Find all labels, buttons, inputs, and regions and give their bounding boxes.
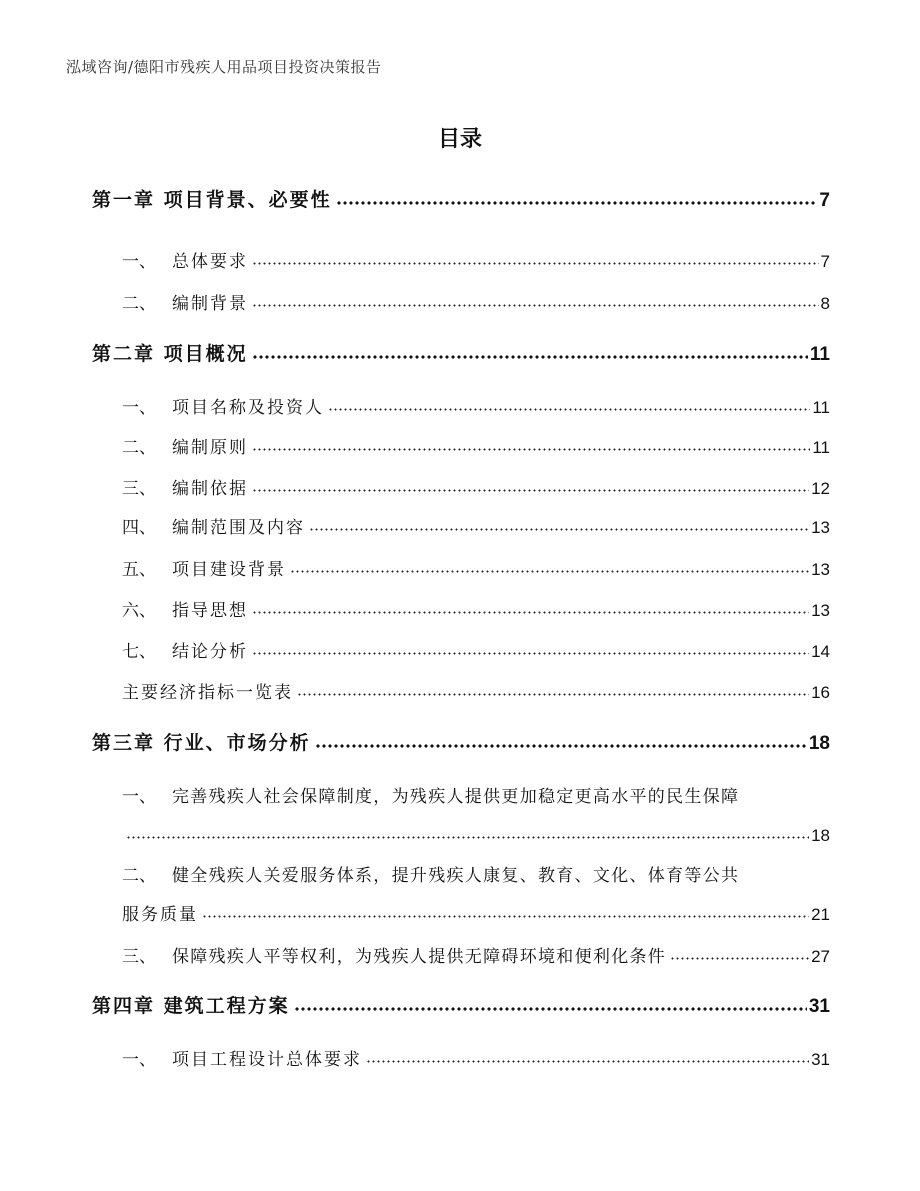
toc-page-number: 16 (811, 683, 830, 702)
toc-entry[interactable] (122, 937, 830, 967)
toc-number: 六、 (122, 601, 156, 621)
toc-entry[interactable] (122, 591, 830, 621)
toc-page-number: 31 (811, 1050, 830, 1069)
toc-page-number: 8 (820, 294, 830, 313)
page-header: 泓域咨询/德阳市残疾人用品项目投资决策报告 (66, 58, 382, 76)
toc-number: 二、 (122, 438, 156, 458)
toc-entry[interactable] (122, 242, 830, 272)
toc-label: 第三章 行业、市场分析 (92, 732, 311, 754)
toc-number: 一、 (122, 787, 156, 807)
toc-label: 编制背景 (172, 294, 248, 314)
dot-leader (670, 957, 809, 960)
dot-leader (252, 355, 808, 359)
toc-number: 二、 (122, 294, 156, 314)
toc-number: 一、 (122, 1050, 156, 1070)
dot-leader (252, 262, 819, 265)
dot-leader (252, 448, 810, 451)
toc-entry[interactable] (122, 632, 830, 662)
dot-leader (336, 201, 818, 205)
dot-leader (290, 570, 809, 573)
toc-page-number: 18 (811, 826, 830, 845)
toc-number: 三、 (122, 947, 156, 967)
dot-leader (309, 528, 809, 531)
dot-leader (252, 611, 809, 614)
toc-page-number: 13 (811, 560, 830, 579)
toc-page-number: 13 (811, 518, 830, 537)
toc-number: 七、 (122, 642, 156, 662)
dot-leader (294, 1007, 807, 1011)
toc-label: 项目工程设计总体要求 (172, 1050, 362, 1070)
toc-number: 一、 (122, 252, 156, 272)
toc-entry[interactable] (122, 469, 830, 499)
dot-leader (297, 693, 809, 696)
toc-entry[interactable] (122, 1040, 830, 1070)
toc-page-number: 11 (809, 344, 830, 365)
toc-page-number: 18 (808, 733, 830, 754)
toc-chapter-4[interactable] (92, 988, 830, 1018)
toc-entry-continuation[interactable] (122, 895, 830, 925)
toc-entry[interactable] (122, 777, 830, 807)
toc-number: 三、 (122, 479, 156, 499)
toc-label: 第二章 项目概况 (92, 343, 248, 365)
toc-label: 项目名称及投资人 (172, 398, 324, 418)
toc-label: 主要经济指标一览表 (122, 683, 293, 703)
toc-page-number: 13 (811, 601, 830, 620)
toc-entry[interactable] (122, 428, 830, 458)
toc-entry[interactable] (122, 550, 830, 580)
toc-chapter-3[interactable] (92, 725, 830, 755)
toc-label: 编制范围及内容 (172, 518, 305, 538)
toc-label: 第四章 建筑工程方案 (92, 995, 290, 1017)
toc-number: 一、 (122, 398, 156, 418)
toc-entry-continuation[interactable] (126, 816, 830, 846)
dot-leader (126, 836, 809, 839)
toc-page-number: 27 (811, 947, 830, 966)
toc-label: 结论分析 (172, 642, 248, 662)
toc-label: 保障残疾人平等权利，为残疾人提供无障碍环境和便利化条件 (172, 947, 667, 967)
toc-chapter-1[interactable] (92, 182, 830, 212)
toc-label: 编制原则 (172, 438, 248, 458)
dot-leader (366, 1060, 809, 1063)
toc-page-number: 12 (811, 479, 830, 498)
toc-label: 完善残疾人社会保障制度，为残疾人提供更加稳定更高水平的民生保障 (172, 787, 740, 807)
dot-leader (252, 304, 819, 307)
dot-leader (252, 652, 809, 655)
toc-label: 服务质量 (122, 905, 198, 925)
toc-label: 第一章 项目背景、必要性 (92, 189, 332, 211)
toc-label: 编制依据 (172, 479, 248, 499)
toc-number: 四、 (122, 518, 156, 538)
toc-page-number: 31 (808, 996, 830, 1017)
dot-leader (202, 915, 809, 918)
toc-page-number: 11 (812, 438, 830, 457)
toc-label: 总体要求 (172, 252, 248, 272)
toc-number: 五、 (122, 560, 156, 580)
dot-leader (328, 408, 810, 411)
toc-chapter-2[interactable] (92, 336, 830, 366)
toc-entry[interactable] (122, 388, 830, 418)
toc-title: 目录 (437, 127, 482, 152)
toc-page-number: 7 (820, 252, 830, 271)
toc-page-number: 14 (811, 642, 830, 661)
toc-entry[interactable] (122, 856, 830, 886)
toc-label: 健全残疾人关爱服务体系，提升残疾人康复、教育、文化、体育等公共 (172, 866, 740, 886)
toc-label: 指导思想 (172, 601, 248, 621)
toc-entry[interactable] (122, 508, 830, 538)
toc-label: 项目建设背景 (172, 560, 286, 580)
toc-page-number: 21 (811, 905, 830, 924)
toc-page-number: 11 (812, 398, 830, 417)
dot-leader (315, 744, 807, 748)
dot-leader (252, 489, 809, 492)
toc-entry[interactable] (122, 673, 830, 703)
toc-page-number: 7 (819, 190, 830, 211)
toc-number: 二、 (122, 866, 156, 886)
toc-entry[interactable] (122, 284, 830, 314)
